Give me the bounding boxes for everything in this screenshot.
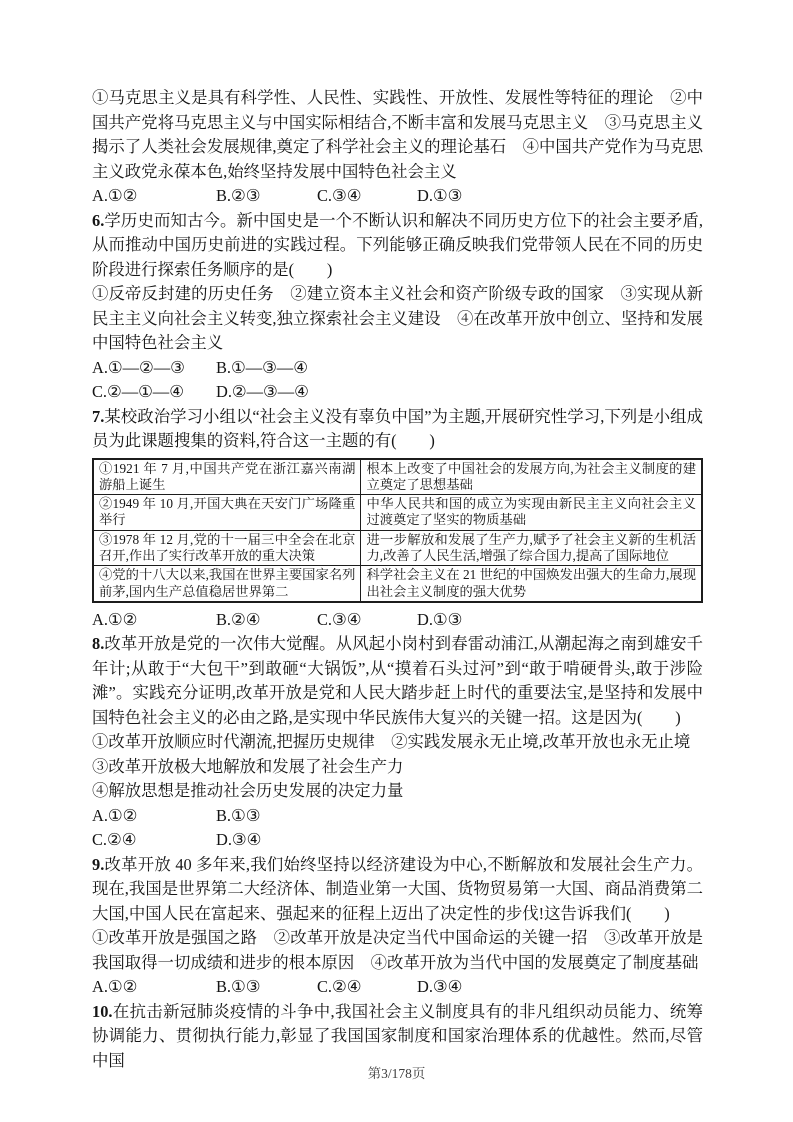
q9-option-b: B.①③ <box>216 977 261 997</box>
q8-statement-items-3: ④解放思想是推动社会历史发展的决定力量 <box>92 781 404 801</box>
q9-stem-text: 改革开放 40 多年来,我们始终坚持以经济建设为中心,不断解放和发展社会生产力。现在,我国是世界第二大经济体、制造业第一大国、货物贸易第一大国、商品消费第二大国,中国人民在富起来、强起来的征程上迈出了决定性的步伐!这告诉我们( ) <box>92 854 703 923</box>
q7-materials-table <box>92 458 703 603</box>
table-row <box>93 530 702 566</box>
q8-options-row-2 <box>92 828 703 853</box>
table-cell-event: ②1949 年 10 月,开国大典在天安门广场隆重举行 <box>93 495 361 531</box>
q5-option-a: A.①② <box>92 186 138 205</box>
q9-statement-items: ①改革开放是强国之路 ②改革开放是决定当代中国命运的关键一招 ③改革开放是我国取得一切成绩和进步的根本原因 ④改革开放为当代中国的发展奠定了制度基础 <box>92 928 703 972</box>
q7-number: 7. <box>92 406 105 426</box>
q6-option-a: A.①—②—③ <box>92 357 185 377</box>
q8-option-a: A.①② <box>92 805 138 825</box>
q8-statement-items-2: ③改革开放极大地解放和发展了社会生产力 <box>92 756 404 776</box>
q6-stem <box>92 209 703 283</box>
q5-option-d: D.①③ <box>417 186 463 205</box>
q8-stem-text: 改革开放是党的一次伟大觉醒。从风起小岗村到春雷动浦江,从潮起海之南到雄安千年计;从敢于“大包干”到敢砸“大锅饭”,从“摸着石头过河”到“敢于啃硬骨头,敢于涉险滩”。实践充分证明,改革开放是党和人民大踏步赶上时代的重要法宝,是坚持和发展中国特色社会主义的必由之路,是实现中华民族伟大复兴的关键一招。这是因为( ) <box>92 634 703 727</box>
q7-options-row <box>92 608 703 633</box>
q9-option-c: C.②④ <box>317 977 362 997</box>
q6-statement-items: ①反帝反封建的历史任务 ②建立资本主义社会和资产阶级专政的国家 ③实现从新民主主义向社会主义转变,独立探索社会主义建设 ④在改革开放中创立、坚持和发展中国特色社会主义 <box>92 284 703 352</box>
q9-options-row <box>92 975 703 1000</box>
q9-number: 9. <box>92 854 105 874</box>
q6-number: 6. <box>92 210 105 230</box>
q8-stem <box>92 632 703 730</box>
table-cell-event: ④党的十八大以来,我国在世界主要国家名列前茅,国内生产总值稳居世界第二 <box>93 566 361 602</box>
table-cell-significance: 中华人民共和国的成立为实现由新民主主义向社会主义过渡奠定了坚实的物质基础 <box>361 495 702 531</box>
table-row <box>93 495 702 531</box>
q7-option-a: A.①② <box>92 609 138 629</box>
q10-number: 10. <box>92 1001 113 1021</box>
q9-option-a: A.①② <box>92 977 138 997</box>
q8-options-row-1 <box>92 804 703 829</box>
q10-stem-text: 在抗击新冠肺炎疫情的斗争中,我国社会主义制度具有的非凡组织动员能力、统筹协调能力、贯彻执行能力,彰显了我国国家制度和国家治理体系的优越性。然而,尽管中国 <box>92 1001 703 1070</box>
q7-option-c: C.③④ <box>317 609 362 629</box>
table-cell-event: ①1921 年 7 月,中国共产党在浙江嘉兴南湖游船上诞生 <box>93 459 361 495</box>
q8-statement-items-1: ①改革开放顺应时代潮流,把握历史规律 ②实践发展永无止境,改革开放也永无止境 <box>92 732 691 752</box>
q6-stem-text: 学历史而知古今。新中国史是一个不断认识和解决不同历史方位下的社会主要矛盾,从而推动中国历史前进的实践过程。下列能够正确反映我们党带领人民在不同的历史阶段进行探索任务顺序的是( ) <box>92 210 703 279</box>
table-cell-event: ③1978 年 12 月,党的十一届三中全会在北京召开,作出了实行改革开放的重大决策 <box>93 530 361 566</box>
page-footer <box>0 1062 793 1082</box>
q8-option-b: B.①③ <box>216 805 261 825</box>
q5-options-row <box>92 184 703 209</box>
q5-option-c: C.③④ <box>317 186 362 205</box>
table-row <box>93 459 702 495</box>
table-cell-significance: 进一步解放和发展了生产力,赋予了社会主义新的生机活力,改善了人民生活,增强了综合国力,提高了国际地位 <box>361 530 702 566</box>
table-cell-significance: 科学社会主义在 21 世纪的中国焕发出强大的生命力,展现出社会主义制度的强大优势 <box>361 566 702 602</box>
q9-option-d: D.③④ <box>417 977 463 997</box>
q9-stem <box>92 853 703 927</box>
q7-stem-text: 某校政治学习小组以“社会主义没有辜负中国”为主题,开展研究性学习,下列是小组成员为此课题搜集的资料,符合这一主题的有( ) <box>92 406 703 450</box>
q8-option-d: D.③④ <box>216 830 262 850</box>
q8-option-c: C.②④ <box>92 830 137 850</box>
q8-number: 8. <box>92 634 105 654</box>
table-row <box>93 566 702 602</box>
q6-options-row-1 <box>92 356 703 381</box>
q5-option-b: B.②③ <box>216 186 261 205</box>
table-cell-significance: 根本上改变了中国社会的发展方向,为社会主义制度的建立奠定了思想基础 <box>361 459 702 495</box>
q7-option-d: D.①③ <box>417 609 463 629</box>
q6-option-c: C.②—①—④ <box>92 382 184 401</box>
q7-stem <box>92 405 703 454</box>
page-number: 第3/178页 <box>367 1066 426 1081</box>
q6-option-d: D.②—③—④ <box>216 382 309 401</box>
page-content <box>92 86 703 1073</box>
q5-statement-items: ①马克思主义是具有科学性、人民性、实践性、开放性、发展性等特征的理论 ②中国共产党将马克思主义与中国实际相结合,不断丰富和发展马克思主义 ③马克思主义揭示了人类社会发展规律,奠定了科学社会主义的理论基石 ④中国共产党作为马克思主义政党永葆本色,始终坚持发展中国特色社会主义 <box>92 88 703 181</box>
q7-option-b: B.②④ <box>216 609 261 629</box>
q6-options-row-2 <box>92 380 703 405</box>
q6-option-b: B.①—③—④ <box>216 357 308 377</box>
